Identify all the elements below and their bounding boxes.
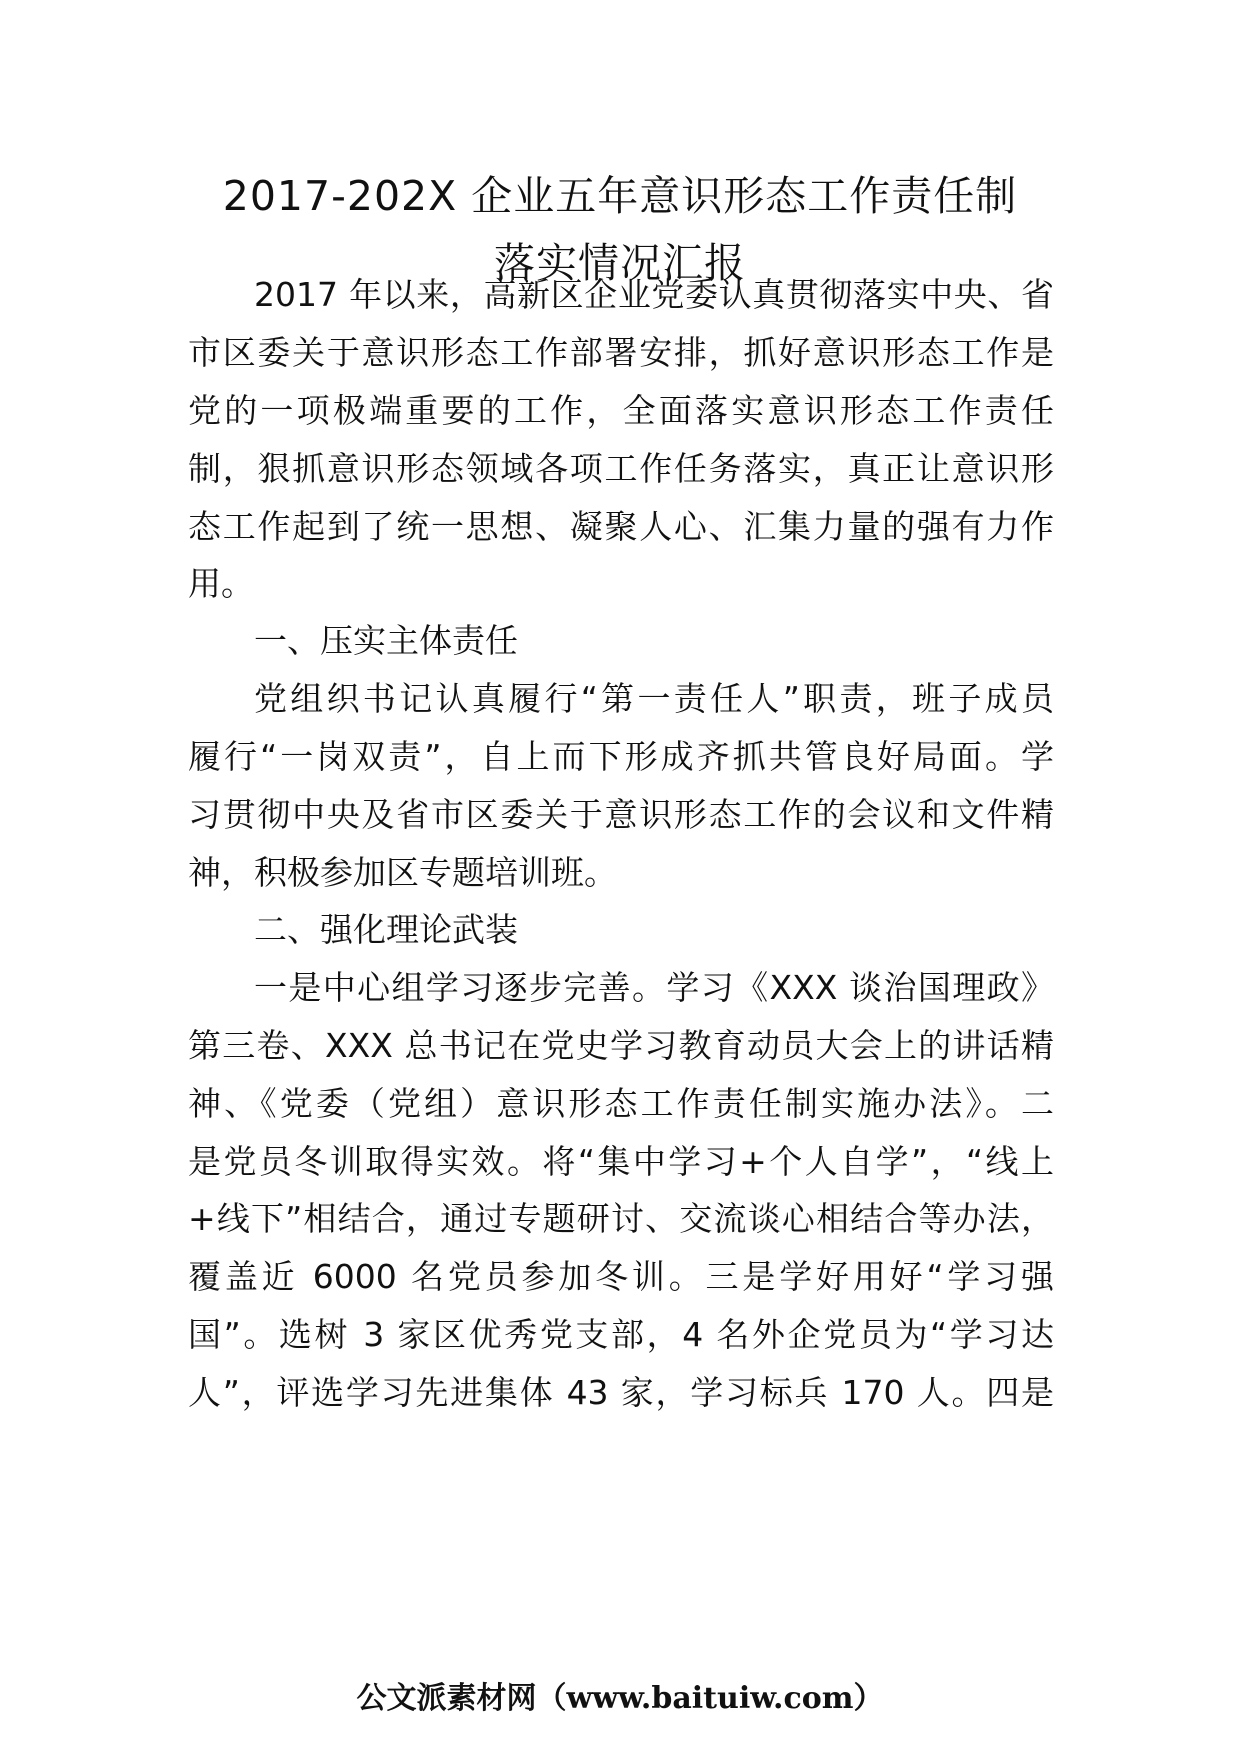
- footer-watermark: 公文派素材网（www.baituiw.com）: [356, 1681, 884, 1716]
- paragraph-2-line: 习贯彻中央及省市区委关于意识形态工作的会议和文件精: [188, 795, 1054, 834]
- document-title-line-1: 2017-202X 企业五年意识形态工作责任制: [222, 172, 1018, 220]
- paragraph-2-line: 党组织书记认真履行“第一责任人”职责，班子成员: [254, 679, 1054, 718]
- section-heading-1: 一、压实主体责任: [254, 621, 518, 660]
- paragraph-3-line: 神、《党委（党组）意识形态工作责任制实施办法》。二: [188, 1084, 1054, 1123]
- paragraph-3-line: 国”。选树 3 家区优秀党支部，4 名外企党员为“学习达: [188, 1315, 1054, 1354]
- section-heading-2: 二、强化理论武装: [254, 910, 518, 949]
- paragraph-3-line: 覆盖近 6000 名党员参加冬训。三是学好用好“学习强: [188, 1257, 1054, 1296]
- paragraph-1-line: 态工作起到了统一思想、凝聚人心、汇集力量的强有力作: [188, 507, 1054, 546]
- paragraph-1-line: 制，狠抓意识形态领域各项工作任务落实，真正让意识形: [188, 449, 1054, 488]
- paragraph-3-line: 第三卷、XXX 总书记在党史学习教育动员大会上的讲话精: [188, 1026, 1054, 1065]
- paragraph-2-line: 履行“一岗双责”，自上而下形成齐抓共管良好局面。学: [188, 737, 1054, 776]
- paragraph-1-line: 2017 年以来，高新区企业党委认真贯彻落实中央、省: [254, 275, 1054, 314]
- paragraph-2-line: 神，积极参加区专题培训班。: [188, 853, 617, 892]
- paragraph-3-line: 一是中心组学习逐步完善。学习《XXX 谈治国理政》: [254, 968, 1054, 1007]
- paragraph-1-line: 用。: [188, 564, 254, 603]
- paragraph-3-line: 是党员冬训取得实效。将“集中学习+个人自学”，“线上: [188, 1142, 1054, 1181]
- paragraph-3-line: 人”，评选学习先进集体 43 家，学习标兵 170 人。四是: [188, 1373, 1054, 1412]
- paragraph-3-line: +线下”相结合，通过专题研讨、交流谈心相结合等办法，: [188, 1199, 1054, 1238]
- paragraph-1-line: 党的一项极端重要的工作，全面落实意识形态工作责任: [188, 391, 1054, 430]
- paragraph-1-line: 市区委关于意识形态工作部署安排，抓好意识形态工作是: [188, 333, 1054, 372]
- document-title-line-2: 落实情况汇报: [494, 239, 746, 287]
